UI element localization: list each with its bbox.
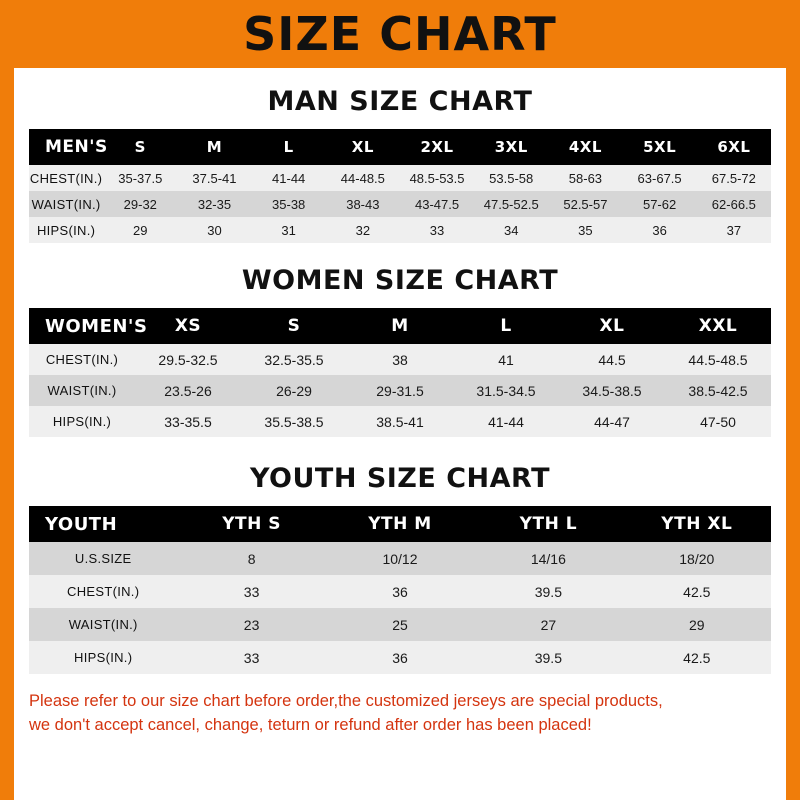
table-cell: 44.5-48.5	[688, 351, 748, 368]
column-header: 6XL	[697, 129, 771, 165]
column-header: YTH L	[474, 506, 622, 542]
table-cell: 38.5-41	[376, 413, 424, 430]
row-label: CHEST(IN.)	[29, 170, 103, 186]
column-header: M	[347, 308, 453, 344]
column-header: YTH S	[177, 506, 325, 542]
table-cell: 29-31.5	[376, 382, 424, 399]
page-title: SIZE CHART	[243, 7, 557, 61]
table-row	[29, 641, 771, 674]
table-header-row	[29, 129, 771, 165]
row-label: CHEST(IN.)	[67, 584, 140, 599]
table-cell: 63-67.5	[637, 170, 682, 186]
table-cell: 44-48.5	[340, 170, 385, 186]
table-cell: 67.5-72	[711, 170, 756, 186]
column-header: M	[177, 129, 251, 165]
table-cell: 32.5-35.5	[264, 351, 324, 368]
table-cell: 41	[498, 351, 514, 368]
table-cell: 23	[243, 616, 260, 633]
women-section-title: WOMEN SIZE CHART	[241, 265, 559, 296]
table-cell: 31	[281, 222, 296, 238]
youth-size-table	[29, 506, 771, 674]
column-header: 2XL	[400, 129, 474, 165]
table-cell: 48.5-53.5	[409, 170, 465, 186]
row-label: WAIST(IN.)	[68, 617, 138, 632]
column-header: XS	[135, 308, 241, 344]
table-cell: 27	[540, 616, 557, 633]
column-header: S	[241, 308, 347, 344]
column-header: XL	[559, 308, 665, 344]
table-cell: 18/20	[679, 550, 715, 567]
table-cell: 29	[688, 616, 705, 633]
table-cell: 34.5-38.5	[582, 382, 642, 399]
table-header-row	[29, 506, 771, 542]
table-cell: 35-37.5	[118, 170, 163, 186]
women-size-table	[29, 308, 771, 437]
table-row	[29, 542, 771, 575]
column-header: 3XL	[474, 129, 548, 165]
table-cell: 34	[503, 222, 519, 238]
table-cell: 23.5-26	[164, 382, 212, 399]
table-cell: 37	[726, 222, 742, 238]
table-cell: 44.5	[598, 351, 626, 368]
table-cell: 29.5-32.5	[158, 351, 218, 368]
row-label: U.S.SIZE	[74, 551, 132, 566]
table-cell: 26-29	[276, 382, 312, 399]
table-cell: 33	[429, 222, 445, 238]
table-cell: 39.5	[534, 583, 562, 600]
table-row	[29, 375, 771, 406]
row-label: HIPS(IN.)	[36, 222, 96, 238]
table-header-row	[29, 308, 771, 344]
table-cell: 57-62	[642, 196, 677, 212]
table-cell: 41-44	[272, 170, 306, 186]
table-cell: 35.5-38.5	[264, 413, 324, 430]
table-cell: 37.5-41	[192, 170, 237, 186]
table-cell: 36	[392, 583, 408, 600]
table-cell: 38-43	[346, 196, 380, 212]
table-cell: 43-47.5	[414, 196, 460, 212]
table-row	[29, 406, 771, 437]
table-row	[29, 191, 771, 217]
table-cell: 42.5	[683, 649, 711, 666]
table-cell: 53.5-58	[489, 170, 534, 186]
column-header: 5XL	[623, 129, 697, 165]
column-header: L	[252, 129, 326, 165]
man-size-table	[29, 129, 771, 243]
table-row	[29, 344, 771, 375]
table-cell: 31.5-34.5	[476, 382, 536, 399]
column-header: XXL	[665, 308, 771, 344]
table-cell: 42.5	[683, 583, 711, 600]
table-cell: 32-35	[197, 196, 232, 212]
column-header: XL	[326, 129, 400, 165]
row-label: CHEST(IN.)	[45, 352, 119, 367]
table-cell: 62-66.5	[711, 196, 756, 212]
table-cell: 36	[652, 222, 667, 238]
table-cell: 29	[133, 222, 148, 238]
column-header: S	[103, 129, 177, 165]
column-header: YTH M	[326, 506, 474, 542]
table-cell: 44-47	[594, 413, 630, 430]
column-header: L	[453, 308, 559, 344]
table-cell: 41-44	[488, 413, 524, 430]
column-header: WOMEN'S	[29, 308, 135, 344]
row-label: WAIST(IN.)	[47, 383, 117, 398]
table-cell: 36	[392, 649, 408, 666]
table-cell: 33	[243, 649, 260, 666]
table-cell: 35	[578, 222, 593, 238]
row-label: HIPS(IN.)	[74, 650, 133, 665]
table-cell: 32	[355, 222, 371, 238]
column-header: YOUTH	[29, 506, 177, 542]
content	[14, 86, 786, 738]
table-cell: 47-50	[700, 413, 736, 430]
table-cell: 52.5-57	[563, 196, 608, 212]
column-header: YTH XL	[623, 506, 771, 542]
table-cell: 33	[243, 583, 260, 600]
footnote-line-2: we don't accept cancel, change, teturn or refund after order has been placed!	[29, 715, 592, 734]
footnote-line-1: Please refer to our size chart before order,the customized jerseys are special products,	[29, 692, 663, 710]
footnote	[29, 690, 771, 738]
table-row	[29, 217, 771, 243]
table-cell: 30	[207, 222, 222, 238]
column-header: 4XL	[548, 129, 622, 165]
table-cell: 33-35.5	[164, 413, 212, 430]
column-header: MEN'S	[29, 129, 103, 165]
banner	[14, 0, 786, 68]
table-row	[29, 575, 771, 608]
table-cell: 39.5	[534, 649, 562, 666]
table-cell: 29-32	[123, 196, 157, 212]
table-cell: 25	[392, 616, 408, 633]
table-row	[29, 165, 771, 191]
table-cell: 38.5-42.5	[688, 382, 748, 399]
man-section-title: MAN SIZE CHART	[267, 86, 533, 117]
table-cell: 47.5-52.5	[483, 196, 539, 212]
table-cell: 8	[247, 550, 256, 567]
youth-section-title: YOUTH SIZE CHART	[249, 463, 551, 494]
table-cell: 38	[392, 351, 408, 368]
table-cell: 35-38	[272, 196, 306, 212]
table-cell: 14/16	[530, 550, 566, 567]
row-label: WAIST(IN.)	[31, 196, 101, 212]
table-cell: 10/12	[382, 550, 418, 567]
table-row	[29, 608, 771, 641]
table-cell: 58-63	[568, 170, 603, 186]
row-label: HIPS(IN.)	[52, 414, 112, 429]
